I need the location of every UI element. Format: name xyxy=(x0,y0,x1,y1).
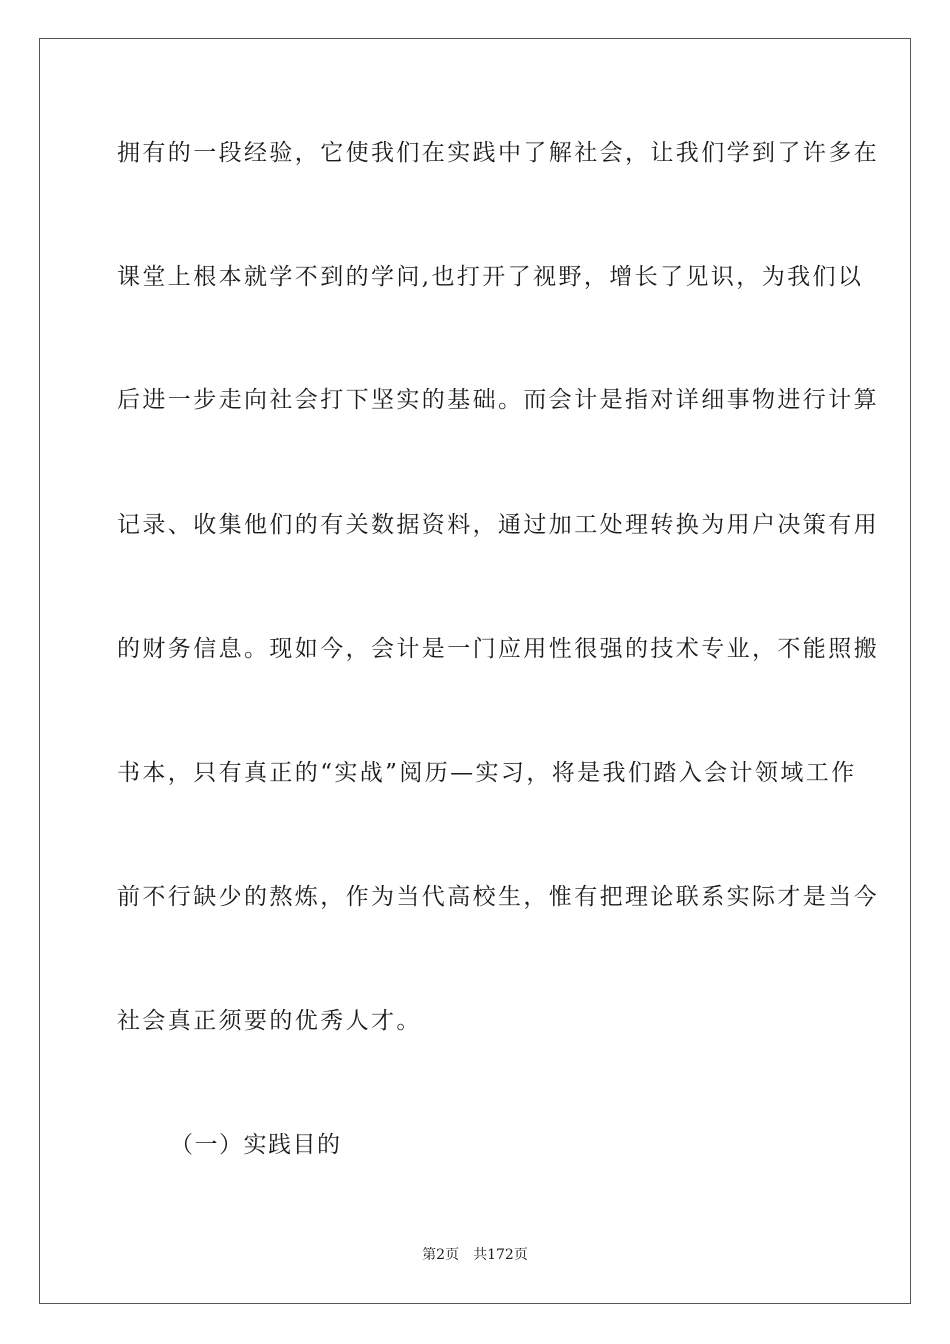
body-text-line: 拥有的一段经验，它使我们在实践中了解社会，让我们学到了许多在 xyxy=(117,140,879,166)
body-text-line: 前不行缺少的熬炼，作为当代高校生，惟有把理论联系实际才是当今 xyxy=(117,884,879,910)
body-text-line: 后进一步走向社会打下坚实的基础。而会计是指对详细事物进行计算 xyxy=(117,387,879,413)
page-footer xyxy=(0,1246,950,1264)
body-text-line: 的财务信息。现如今，会计是一门应用性很强的技术专业，不能照搬 xyxy=(117,636,879,662)
page-border xyxy=(39,38,911,1304)
total-pages: 共172页 xyxy=(473,1247,528,1263)
body-text-line: 社会真正须要的优秀人才。 xyxy=(117,1008,422,1034)
page-number: 第2页 xyxy=(422,1247,460,1263)
body-text-line: 课堂上根本就学不到的学问,也打开了视野，增长了见识，为我们以 xyxy=(117,264,864,290)
section-heading: （一）实践目的 xyxy=(170,1132,342,1158)
body-text-line: 记录、收集他们的有关数据资料，通过加工处理转换为用户决策有用 xyxy=(117,512,879,538)
body-text-line: 书本，只有真正的“实战”阅历—实习，将是我们踏入会计领域工作 xyxy=(117,760,857,786)
